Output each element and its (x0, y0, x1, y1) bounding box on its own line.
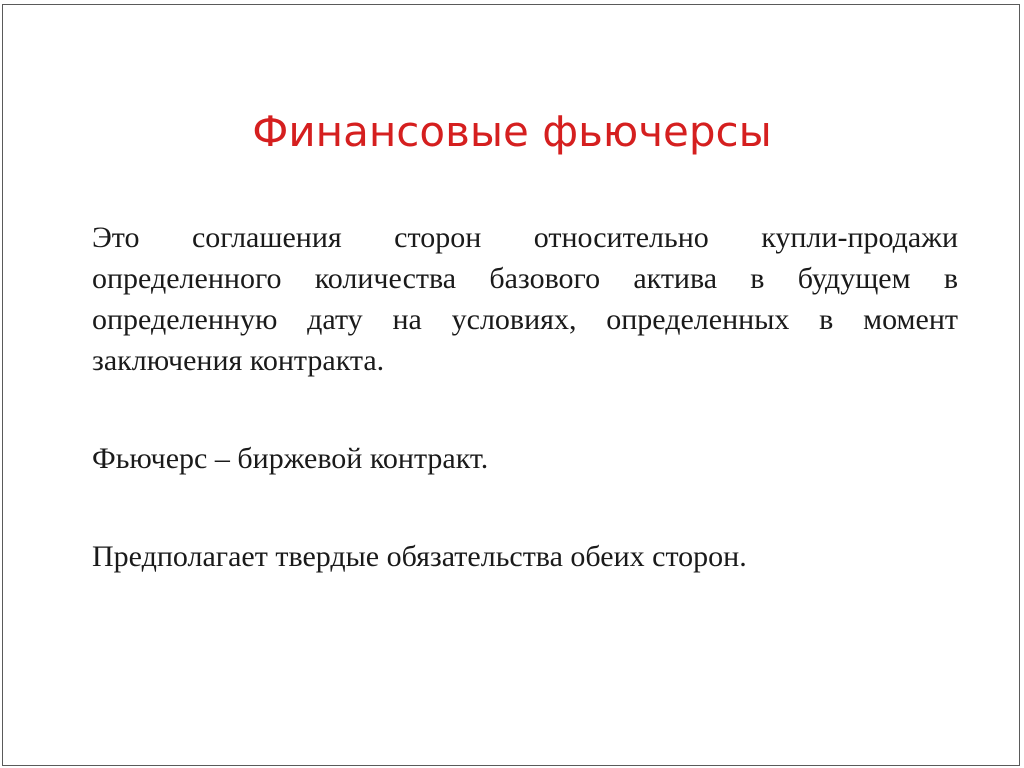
definition-paragraph: Это соглашения сторон относительно купли-продажи определенного количества базового актива в будущем в определенную дату на условиях, определенных в момент заключения контракта. (92, 221, 958, 377)
slide-title: Финансовые фьючерсы (252, 107, 772, 156)
obligations-paragraph: Предполагает твердые обязательства обеих сторон. (92, 540, 747, 573)
exchange-contract-paragraph: Фьючерс – биржевой контракт. (92, 442, 489, 475)
